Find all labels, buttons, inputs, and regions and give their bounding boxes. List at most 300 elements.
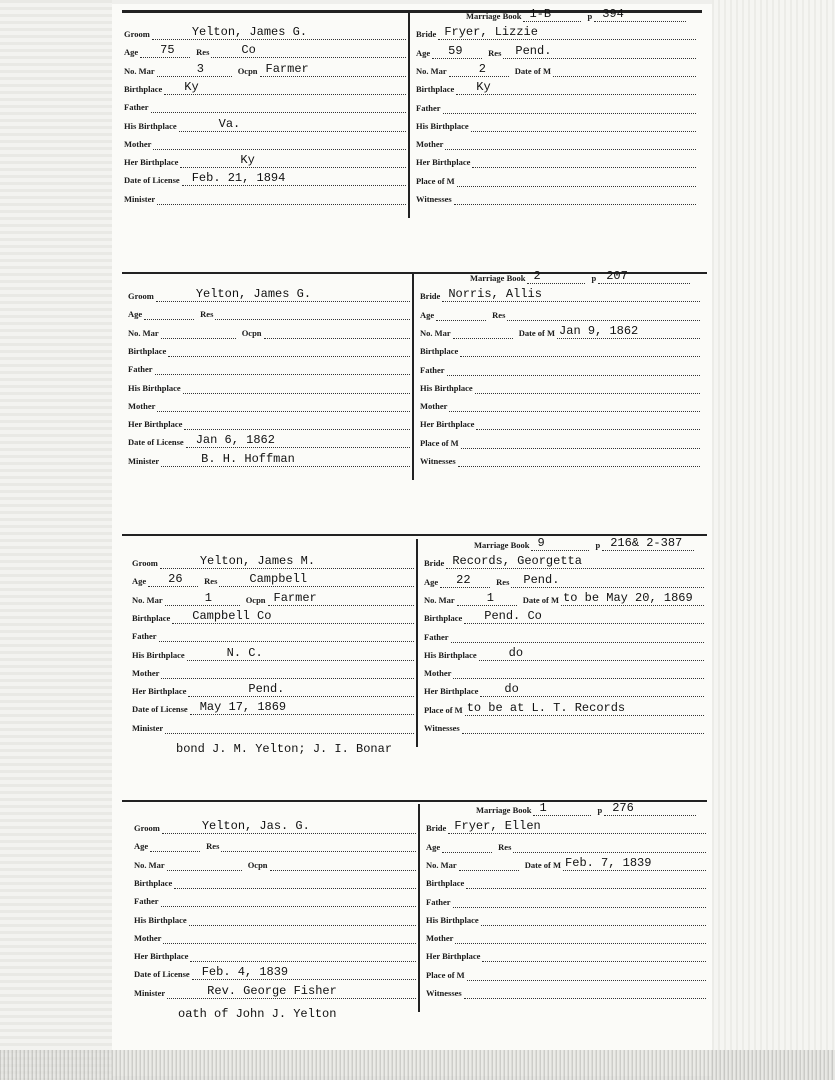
place-of-marriage-line: [465, 701, 704, 716]
bride-line: [446, 554, 704, 569]
bride-field-row: [424, 590, 704, 606]
bride-value: Fryer, Lizzie: [444, 25, 538, 40]
minister-value: Rev. George Fisher: [207, 983, 337, 998]
date-of-license-line: [190, 700, 414, 715]
bride-his-birthplace-label: His Birthplace: [426, 914, 479, 925]
groom-birthplace-line: [172, 609, 414, 624]
marriage-page-value: 207: [606, 269, 628, 283]
groom-father-label: Father: [128, 364, 153, 375]
groom-value: Yelton, Jas. G.: [201, 819, 310, 833]
marriage-book-value: 1: [539, 801, 547, 815]
groom-her-birthplace-line: [190, 947, 416, 962]
marriage-book-value: 2: [533, 269, 541, 283]
bride-res-value: Pend.: [515, 43, 552, 58]
bride-field-row: [424, 645, 704, 661]
groom-father-line: [159, 627, 414, 642]
bride-her-birthplace-label: Her Birthplace: [424, 686, 479, 697]
groom-res-label: Res: [204, 576, 218, 587]
groom-line: [156, 287, 410, 302]
groom-value: Yelton, James G.: [195, 287, 312, 301]
bride-field-row: [426, 910, 706, 926]
groom-birthplace-value: Campbell Co: [192, 608, 272, 623]
groom-line: [160, 554, 414, 569]
groom-res-line: [215, 305, 410, 320]
bride-his-birthplace-label: His Birthplace: [424, 649, 477, 660]
groom-his-birthplace-value: N. C.: [226, 645, 263, 660]
bride-no-mar-value: 2: [478, 61, 486, 76]
bride-field-row: [426, 946, 706, 962]
bride-line: [442, 287, 700, 302]
groom-field-row: [132, 663, 414, 679]
groom-label: Groom: [132, 558, 158, 568]
bride-value: Norris, Allis: [448, 287, 542, 302]
minister-line: [161, 452, 410, 467]
bride-field-row: [424, 553, 704, 569]
marriage-book-label: Marriage Book: [474, 540, 530, 550]
groom-res-line: [219, 572, 414, 587]
bride-mother-line: [453, 664, 704, 679]
date-of-license-value: Feb. 4, 1839: [201, 965, 289, 980]
bride-res-line: [513, 838, 706, 853]
bride-label: Bride: [420, 291, 441, 302]
groom-field-row: [132, 571, 414, 587]
groom-res-label: Res: [196, 47, 210, 58]
groom-no-mar-value: 1: [204, 590, 212, 605]
groom-her-birthplace-label: Her Birthplace: [128, 419, 183, 430]
witnesses-line: [464, 984, 706, 999]
bride-birthplace-label: Birthplace: [420, 346, 459, 357]
groom-field-row: [128, 396, 410, 412]
bride-mother-label: Mother: [426, 933, 454, 944]
marriage-page-label: p: [595, 540, 601, 550]
marriage-book-label: Marriage Book: [470, 273, 526, 283]
bride-field-row: [420, 305, 700, 321]
groom-his-birthplace-value: Va.: [218, 116, 241, 131]
bride-birthplace-label: Birthplace: [424, 613, 463, 624]
date-of-license-label: Date of License: [128, 437, 184, 448]
bride-mother-line: [449, 397, 700, 412]
bride-res-label: Res: [492, 309, 506, 320]
groom-ocpn-label: Ocpn: [237, 65, 258, 76]
groom-her-birthplace-line: [188, 682, 414, 697]
scan-bottom-noise: [0, 1050, 835, 1080]
bride-field-row: [420, 286, 700, 302]
groom-res-value: Co: [241, 43, 256, 58]
groom-field-row: [128, 286, 410, 302]
minister-line: [165, 719, 414, 734]
bride-father-line: [447, 361, 700, 376]
bride-label: Bride: [424, 558, 445, 569]
bride-no-mar-line: [457, 591, 517, 606]
groom-her-birthplace-label: Her Birthplace: [132, 686, 187, 697]
minister-line: [167, 984, 416, 999]
place-of-marriage-value: to be at L. T. Records: [466, 700, 626, 715]
groom-field-row: [132, 645, 414, 661]
bride-label: Bride: [416, 29, 437, 40]
groom-field-row: [134, 836, 416, 852]
bride-no-mar-label: No. Mar: [424, 594, 455, 605]
bride-age-label: Age: [420, 309, 435, 320]
bride-her-birthplace-label: Her Birthplace: [416, 157, 471, 168]
place-of-marriage-line: [461, 434, 700, 449]
bride-birthplace-line: [466, 874, 706, 889]
groom-res-line: [221, 837, 416, 852]
date-of-license-line: [192, 965, 416, 980]
bride-her-birthplace-label: Her Birthplace: [426, 951, 481, 962]
groom-birthplace-value: Ky: [184, 79, 199, 94]
groom-value: Yelton, James M.: [199, 554, 316, 568]
groom-field-row: [128, 323, 410, 339]
groom-birthplace-label: Birthplace: [132, 612, 171, 623]
groom-birthplace-label: Birthplace: [128, 345, 167, 356]
groom-field-row: [132, 626, 414, 642]
groom-field-row: [132, 718, 414, 734]
groom-ocpn-line: [270, 856, 416, 871]
groom-field-row: [128, 304, 410, 320]
record-note: oath of John J. Yelton: [178, 1007, 337, 1021]
groom-field-row: [134, 873, 416, 889]
groom-father-label: Father: [124, 102, 149, 113]
bride-field-row: [420, 323, 700, 339]
groom-mother-label: Mother: [132, 667, 160, 678]
bride-field-row: [476, 800, 696, 816]
bride-field-row: [424, 700, 704, 716]
groom-field-row: [132, 553, 414, 569]
groom-father-line: [155, 360, 410, 375]
bride-his-birthplace-value: do: [508, 645, 524, 660]
place-of-marriage-label: Place of M: [416, 175, 455, 186]
bride-field-row: [420, 378, 700, 394]
groom-her-birthplace-line: [184, 415, 410, 430]
groom-father-line: [161, 892, 416, 907]
groom-no-mar-label: No. Mar: [124, 65, 155, 76]
groom-father-label: Father: [132, 631, 157, 642]
marriage-book-label: Marriage Book: [476, 805, 532, 815]
bride-father-line: [453, 893, 706, 908]
groom-res-label: Res: [200, 309, 214, 320]
bride-father-label: Father: [416, 102, 441, 113]
bride-label: Bride: [426, 823, 447, 834]
groom-field-row: [134, 910, 416, 926]
witnesses-label: Witnesses: [424, 723, 460, 733]
bride-her-birthplace-line: [482, 947, 706, 962]
groom-birthplace-line: [168, 342, 410, 357]
bride-field-row: [424, 681, 704, 697]
bride-his-birthplace-line: [479, 646, 704, 661]
groom-age-label: Age: [124, 47, 139, 58]
date-of-marriage-label: Date of M: [524, 859, 562, 870]
date-of-license-label: Date of License: [134, 969, 190, 980]
bride-birthplace-label: Birthplace: [416, 84, 455, 95]
bride-field-row: [420, 396, 700, 412]
witnesses-label: Witnesses: [426, 988, 462, 998]
marriage-book-value: 9: [537, 536, 545, 550]
marriage-book-line: [533, 801, 591, 816]
bride-field-row: [424, 572, 704, 588]
date-of-marriage-value: to be May 20, 1869: [563, 590, 693, 605]
groom-ocpn-label: Ocpn: [247, 859, 268, 870]
groom-age-label: Age: [134, 841, 149, 852]
bride-his-birthplace-label: His Birthplace: [416, 120, 469, 131]
groom-age-line: [144, 305, 194, 320]
bride-res-label: Res: [496, 576, 510, 587]
bride-age-line: [442, 838, 492, 853]
groom-mother-line: [161, 664, 414, 679]
bride-age-line: [436, 306, 486, 321]
groom-his-birthplace-label: His Birthplace: [132, 649, 185, 660]
groom-ocpn-label: Ocpn: [241, 327, 262, 338]
groom-ocpn-value: Farmer: [265, 61, 309, 76]
groom-label: Groom: [128, 291, 154, 301]
groom-his-birthplace-line: [189, 911, 416, 926]
groom-field-row: [128, 451, 410, 467]
bride-birthplace-value: Pend. Co: [484, 609, 542, 624]
date-of-marriage-value: Feb. 7, 1839: [565, 855, 652, 870]
bride-field-row: [426, 873, 706, 889]
bride-her-birthplace-label: Her Birthplace: [420, 419, 475, 430]
groom-mother-label: Mother: [134, 932, 162, 943]
bride-father-line: [451, 628, 704, 643]
groom-her-birthplace-label: Her Birthplace: [134, 951, 189, 962]
groom-field-row: [132, 608, 414, 624]
bride-father-label: Father: [424, 631, 449, 642]
witnesses-line: [462, 719, 704, 734]
bride-field-row: [420, 360, 700, 376]
bride-his-birthplace-line: [475, 379, 700, 394]
groom-birthplace-label: Birthplace: [134, 877, 173, 888]
bride-father-label: Father: [426, 896, 451, 907]
bride-birthplace-line: [460, 342, 700, 357]
bride-age-label: Age: [424, 576, 439, 587]
minister-label: Minister: [134, 987, 166, 998]
bride-no-mar-value: 1: [486, 590, 494, 605]
groom-ocpn-line: [268, 591, 414, 606]
bride-field-row: [420, 451, 700, 467]
groom-age-label: Age: [128, 309, 143, 320]
groom-mother-label: Mother: [128, 400, 156, 411]
bride-field-row: [470, 268, 690, 284]
bride-line: [448, 819, 706, 834]
bride-res-line: [507, 306, 700, 321]
groom-res-value: Campbell: [249, 572, 308, 587]
marriage-page-label: p: [591, 273, 597, 283]
bride-birthplace-label: Birthplace: [426, 878, 465, 889]
bride-his-birthplace-line: [481, 911, 706, 926]
bride-mother-label: Mother: [420, 401, 448, 412]
marriage-page-line: [602, 536, 694, 551]
bride-birthplace-line: [464, 609, 704, 624]
groom-label: Groom: [124, 29, 150, 39]
place-of-marriage-label: Place of M: [426, 969, 465, 980]
marriage-page-label: p: [597, 805, 603, 815]
groom-field-row: [134, 964, 416, 980]
groom-field-row: [132, 681, 414, 697]
groom-age-label: Age: [132, 576, 147, 587]
groom-field-row: [134, 855, 416, 871]
groom-mother-label: Mother: [124, 138, 152, 149]
bride-age-label: Age: [416, 47, 431, 58]
date-of-license-label: Date of License: [132, 704, 188, 715]
bride-birthplace-value: Ky: [476, 80, 491, 95]
groom-birthplace-label: Birthplace: [124, 83, 163, 94]
groom-field-row: [128, 414, 410, 430]
marriage-page-value: 216& 2-387: [610, 536, 683, 550]
groom-mother-line: [157, 397, 410, 412]
groom-birthplace-line: [174, 874, 416, 889]
groom-field-row: [134, 928, 416, 944]
bride-res-value: Pend.: [523, 572, 560, 587]
date-of-marriage-label: Date of M: [518, 327, 556, 338]
date-of-license-value: Feb. 21, 1894: [191, 171, 286, 186]
bride-his-birthplace-label: His Birthplace: [420, 382, 473, 393]
groom-father-label: Father: [134, 896, 159, 907]
place-of-marriage-line: [467, 966, 706, 981]
bride-no-mar-label: No. Mar: [426, 859, 457, 870]
place-of-marriage-label: Place of M: [420, 437, 459, 448]
minister-label: Minister: [132, 722, 164, 733]
bride-field-row: [424, 627, 704, 643]
bride-her-birthplace-line: [476, 415, 700, 430]
groom-field-row: [128, 378, 410, 394]
bride-field-row: [426, 818, 706, 834]
groom-field-row: [134, 818, 416, 834]
bride-her-birthplace-line: [480, 682, 704, 697]
marriage-book-line: [527, 269, 585, 284]
groom-his-birthplace-label: His Birthplace: [124, 120, 177, 131]
groom-no-mar-label: No. Mar: [134, 859, 165, 870]
bride-field-row: [426, 983, 706, 999]
groom-value: Yelton, James G.: [191, 25, 308, 39]
minister-label: Minister: [128, 455, 160, 466]
bride-value: Records, Georgetta: [452, 554, 582, 569]
bride-field-row: [420, 341, 700, 357]
groom-label: Groom: [134, 823, 160, 833]
groom-field-row: [128, 359, 410, 375]
groom-no-mar-line: [161, 324, 236, 339]
groom-age-line: [150, 837, 200, 852]
place-of-marriage-label: Place of M: [424, 704, 463, 715]
date-of-license-line: [186, 433, 410, 448]
witnesses-line: [458, 452, 700, 467]
groom-field-row: [132, 699, 414, 715]
marriage-page-value: 394: [602, 7, 624, 21]
date-of-marriage-line: [561, 591, 704, 606]
bride-field-row: [426, 965, 706, 981]
bride-no-mar-line: [453, 324, 513, 339]
bride-age-value: 59: [448, 43, 463, 58]
bride-field-row: [424, 608, 704, 624]
date-of-marriage-value: Jan 9, 1862: [559, 323, 639, 338]
marriage-page-label: p: [587, 11, 593, 21]
groom-no-mar-value: 3: [196, 61, 204, 76]
column-divider: [416, 539, 418, 747]
bride-field-row: [426, 855, 706, 871]
groom-age-value: 26: [168, 572, 183, 587]
marriage-page-line: [604, 801, 696, 816]
bride-res-label: Res: [498, 841, 512, 852]
bride-res-label: Res: [488, 47, 502, 58]
date-of-license-value: Jan 6, 1862: [195, 433, 275, 448]
date-of-license-value: May 17, 1869: [199, 700, 287, 715]
groom-his-birthplace-line: [183, 379, 410, 394]
groom-mother-line: [163, 929, 416, 944]
groom-age-line: [148, 572, 198, 587]
bride-res-line: [511, 573, 704, 588]
bride-field-row: [426, 837, 706, 853]
bride-mother-label: Mother: [424, 668, 452, 679]
bride-her-birthplace-value: do: [504, 682, 519, 697]
groom-no-mar-line: [165, 591, 240, 606]
column-divider: [418, 804, 420, 1012]
groom-field-row: [132, 590, 414, 606]
date-of-marriage-label: Date of M: [514, 65, 552, 76]
bride-no-mar-line: [459, 856, 519, 871]
groom-his-birthplace-label: His Birthplace: [128, 382, 181, 393]
groom-res-label: Res: [206, 841, 220, 852]
minister-label: Minister: [124, 193, 156, 204]
marriage-page-value: 276: [612, 801, 634, 815]
bride-field-row: [424, 663, 704, 679]
bride-age-line: [440, 573, 490, 588]
bride-field-row: [424, 718, 704, 734]
bride-age-value: 22: [456, 572, 471, 587]
bride-field-row: [474, 535, 694, 551]
groom-field-row: [134, 983, 416, 999]
witnesses-label: Witnesses: [416, 194, 452, 204]
groom-field-row: [128, 341, 410, 357]
groom-ocpn-value: Farmer: [273, 590, 317, 605]
witnesses-label: Witnesses: [420, 456, 456, 466]
groom-no-mar-line: [167, 856, 242, 871]
bride-field-row: [420, 433, 700, 449]
date-of-marriage-label: Date of M: [522, 594, 560, 605]
date-of-marriage-line: [557, 324, 700, 339]
bride-mother-line: [455, 929, 706, 944]
column-divider: [412, 272, 414, 480]
groom-line: [162, 819, 416, 834]
bride-field-row: [420, 414, 700, 430]
bride-field-row: [426, 928, 706, 944]
groom-ocpn-label: Ocpn: [245, 594, 266, 605]
marriage-book-label: Marriage Book: [466, 11, 522, 21]
groom-her-birthplace-value: Pend.: [248, 682, 285, 697]
bride-father-label: Father: [420, 364, 445, 375]
marriage-book-line: [531, 536, 589, 551]
groom-no-mar-label: No. Mar: [132, 594, 163, 605]
bride-mother-label: Mother: [416, 139, 444, 150]
bride-age-label: Age: [426, 841, 441, 852]
groom-no-mar-label: No. Mar: [128, 327, 159, 338]
groom-her-birthplace-value: Ky: [240, 153, 255, 168]
groom-field-row: [134, 946, 416, 962]
bride-no-mar-label: No. Mar: [420, 327, 451, 338]
marriage-book-value: 1-B: [529, 7, 552, 21]
record-note: bond J. M. Yelton; J. I. Bonar: [176, 742, 393, 756]
minister-value: B. H. Hoffman: [201, 451, 295, 466]
groom-his-birthplace-label: His Birthplace: [134, 914, 187, 925]
groom-her-birthplace-label: Her Birthplace: [124, 157, 179, 168]
groom-age-value: 75: [160, 43, 175, 58]
bride-value: Fryer, Ellen: [454, 819, 541, 834]
date-of-marriage-line: [563, 856, 706, 871]
bride-no-mar-label: No. Mar: [416, 65, 447, 76]
groom-his-birthplace-line: [187, 646, 414, 661]
groom-ocpn-line: [264, 324, 410, 339]
marriage-page-line: [598, 269, 690, 284]
groom-field-row: [128, 432, 410, 448]
groom-field-row: [134, 891, 416, 907]
bride-field-row: [426, 892, 706, 908]
